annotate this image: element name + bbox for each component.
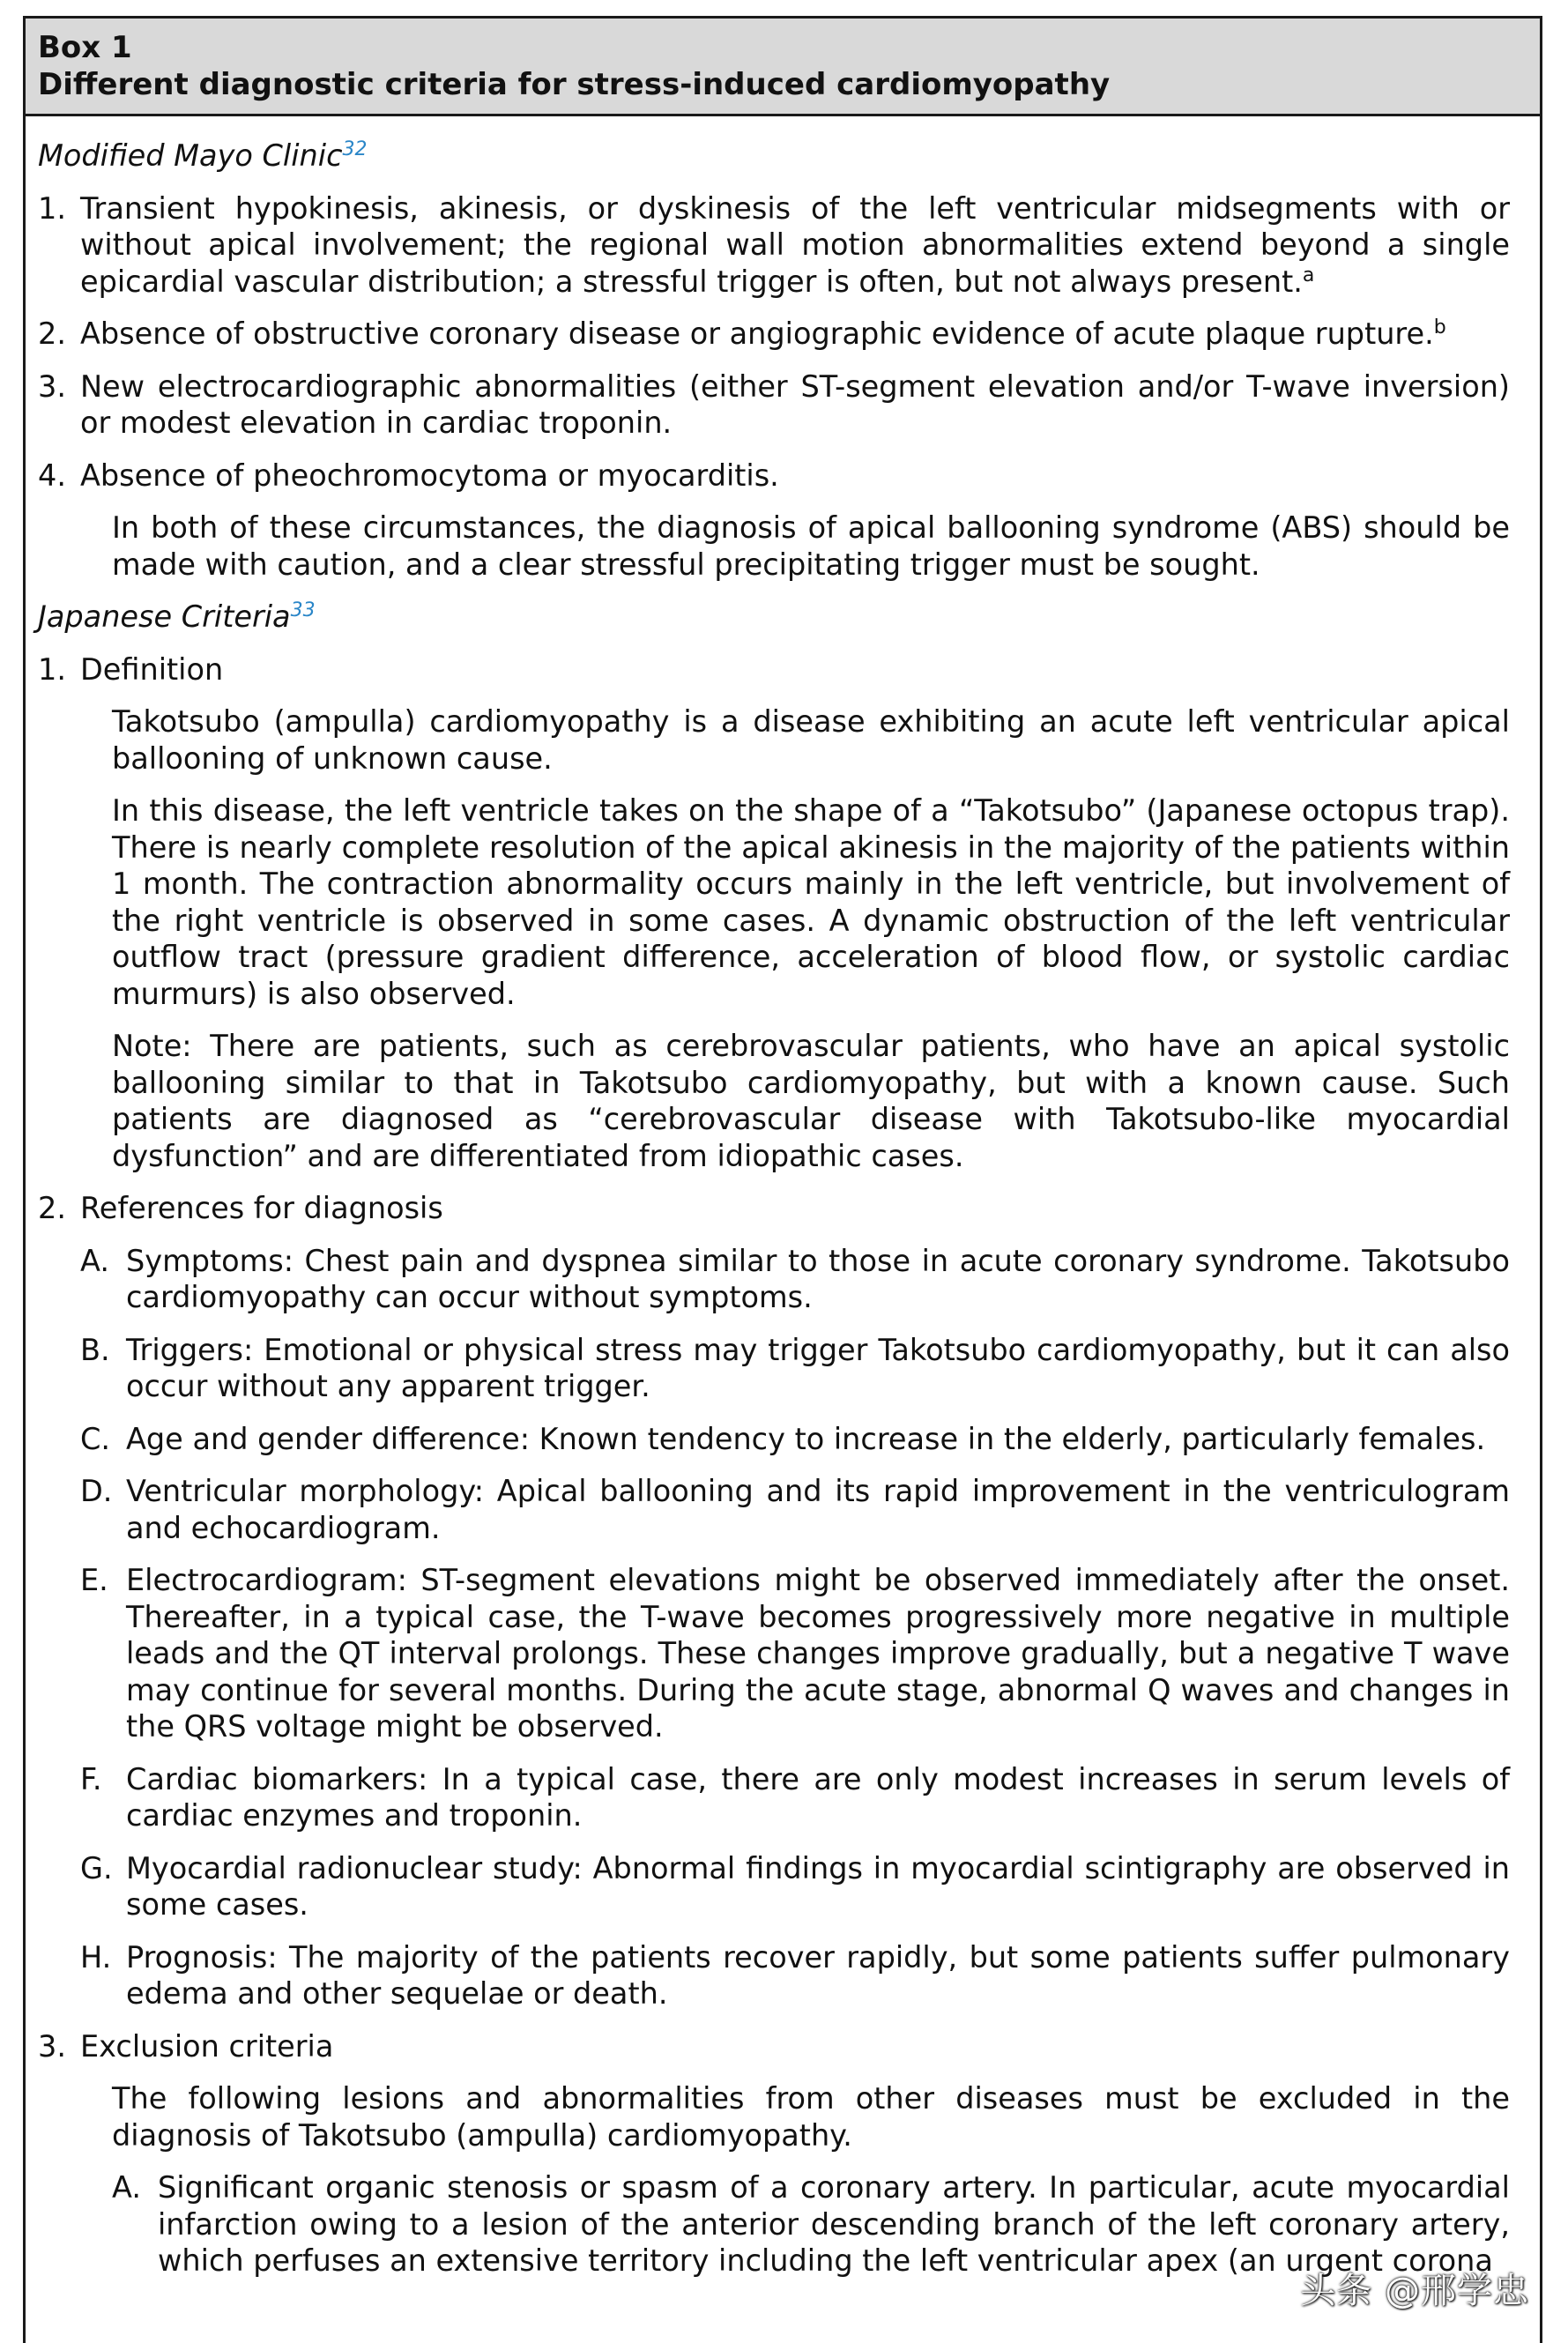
exclusion-intro: The following lesions and abnormalities from other diseases must be excluded in the diagnosis of Takotsubo (ampulla) cardiomyopathy. (112, 2081, 1510, 2153)
item-label: Definition (80, 651, 224, 687)
item-letter: E. (80, 1563, 108, 1597)
item-letter: G. (80, 1850, 113, 1886)
item-text: Triggers: Emotional or physical stress may trigger Takotsubo cardiomyopathy, but it can also occur without any apparent trigger. (126, 1332, 1510, 1403)
mayo-item-1 (38, 190, 1510, 301)
item-number: 2. (38, 1191, 66, 1225)
box-1 (23, 16, 1542, 2343)
item-text: Symptoms: Chest pain and dyspnea similar to those in acute coronary syndrome. Takotsubo cardiomyopathy can occur without symptoms. (126, 1243, 1510, 1314)
mayo-item-4 (38, 457, 1510, 495)
reference-item-e (80, 1562, 1510, 1745)
item-letter: C. (80, 1421, 111, 1456)
item-text: Absence of pheochromocytoma or myocarditis. (80, 457, 779, 493)
mayo-title-text: Modified Mayo Clinic (38, 138, 343, 173)
reference-item-d (80, 1473, 1510, 1546)
box-content (26, 116, 1540, 2280)
japanese-ref[interactable]: 33 (290, 599, 316, 621)
item-letter: H. (80, 1939, 112, 1975)
box-header (26, 19, 1540, 116)
item-label: References for diagnosis (80, 1191, 443, 1225)
definition-heading (38, 651, 1510, 688)
item-text: Myocardial radionuclear study: Abnormal findings in myocardial scintigraphy are observed in some cases. (126, 1850, 1510, 1922)
item-number: 3. (38, 368, 66, 404)
item-number: 1. (38, 651, 66, 687)
item-text: Transient hypokinesis, akinesis, or dyskinesis of the left ventricular midsegments with or without apical involvement; the regional wall motion abnormalities extend beyond a single epicardial vascular distribution; a stressful trigger is often, but not always present. (80, 190, 1510, 299)
item-letter: A. (80, 1243, 109, 1278)
reference-item-f (80, 1761, 1510, 1834)
item-letter: F. (80, 1761, 102, 1796)
item-letter: B. (80, 1332, 110, 1367)
mayo-ref[interactable]: 32 (342, 138, 368, 160)
item-label: Exclusion criteria (80, 2028, 334, 2064)
box-label: Box 1 (38, 30, 132, 65)
mayo-item-2 (38, 316, 1510, 353)
reference-item-c (80, 1421, 1510, 1458)
item-number: 2. (38, 316, 66, 351)
watermark: 头条 @邢学忠 (1300, 2271, 1529, 2311)
box-title: Different diagnostic criteria for stress-induced cardiomyopathy (38, 67, 1111, 102)
reference-item-b (80, 1332, 1510, 1405)
item-number: 3. (38, 2028, 66, 2064)
item-text: Age and gender difference: Known tendency to increase in the elderly, particularly females. (126, 1421, 1486, 1456)
reference-item-a (80, 1243, 1510, 1316)
item-number: 1. (38, 190, 66, 226)
item-text: Significant organic stenosis or spasm of a coronary artery. In particular, acute myocardial infarction owing to a lesion of the anterior descending branch of the left coronary artery, which perfuses an extensive territory including the left ventricular apex (an urgent corona (158, 2170, 1510, 2278)
mayo-item-3 (38, 368, 1510, 442)
reference-item-h (80, 1939, 1510, 2012)
item-letter: D. (80, 1474, 113, 1508)
definition-note: Note: There are patients, such as cerebrovascular patients, who have an apical systolic ballooning similar to that in Takotsubo cardiomyopathy, but with a known cause. Such patients are diagnosed as “cerebrovascular disease with Takotsubo-like myocardial dysfunction” and are differentiated from idiopathic cases. (112, 1029, 1510, 1173)
item-number: 4. (38, 457, 66, 493)
references-heading (38, 1190, 1510, 1227)
mayo-section-title (38, 138, 1510, 175)
item-text: Electrocardiogram: ST-segment elevations might be observed immediately after the onset. Thereafter, in a typical case, the T-wave becomes progressively more negative in multiple leads and the QT interval prolongs. These changes improve gradually, but a negative T wave may continue for several months. During the acute stage, abnormal Q waves and changes in the QRS voltage might be observed. (126, 1563, 1510, 1744)
item-text: Ventricular morphology: Apical ballooning and its rapid improvement in the ventriculogram and echocardiogram. (126, 1474, 1510, 1545)
item-text: Cardiac biomarkers: In a typical case, there are only modest increases in serum levels of cardiac enzymes and troponin. (126, 1761, 1510, 1833)
definition-para-1: Takotsubo (ampulla) cardiomyopathy is a disease exhibiting an acute left ventricular apical ballooning of unknown cause. (112, 704, 1510, 776)
item-text: Prognosis: The majority of the patients recover rapidly, but some patients suffer pulmonary edema and other sequelae or death. (126, 1939, 1510, 2011)
item-letter: A. (112, 2170, 141, 2205)
reference-item-g (80, 1850, 1510, 1923)
item-text: Absence of obstructive coronary disease or angiographic evidence of acute plaque rupture. (80, 316, 1434, 351)
mayo-note: In both of these circumstances, the diagnosis of apical ballooning syndrome (ABS) should be made with caution, and a clear stressful precipitating trigger must be sought. (112, 510, 1510, 582)
item-text: New electrocardiographic abnormalities (either ST-segment elevation and/or T-wave inversion) or modest elevation in cardiac troponin. (80, 368, 1510, 440)
exclusion-heading (38, 2028, 1510, 2065)
japanese-title-text: Japanese Criteria (38, 599, 291, 634)
japanese-section-title (38, 599, 1510, 636)
footnote-mark: b (1433, 316, 1446, 338)
footnote-mark: a (1302, 264, 1315, 286)
definition-para-2: In this disease, the left ventricle takes on the shape of a “Takotsubo” (Japanese octopus trap). There is nearly complete resolution of the apical akinesis in the majority of the patients within 1 month. The contraction abnormality occurs mainly in the left ventricle, but involvement of the right ventricle is observed in some cases. A dynamic obstruction of the left ventricular outflow tract (pressure gradient difference, acceleration of blood flow, or systolic cardiac murmurs) is also observed. (112, 793, 1510, 1011)
